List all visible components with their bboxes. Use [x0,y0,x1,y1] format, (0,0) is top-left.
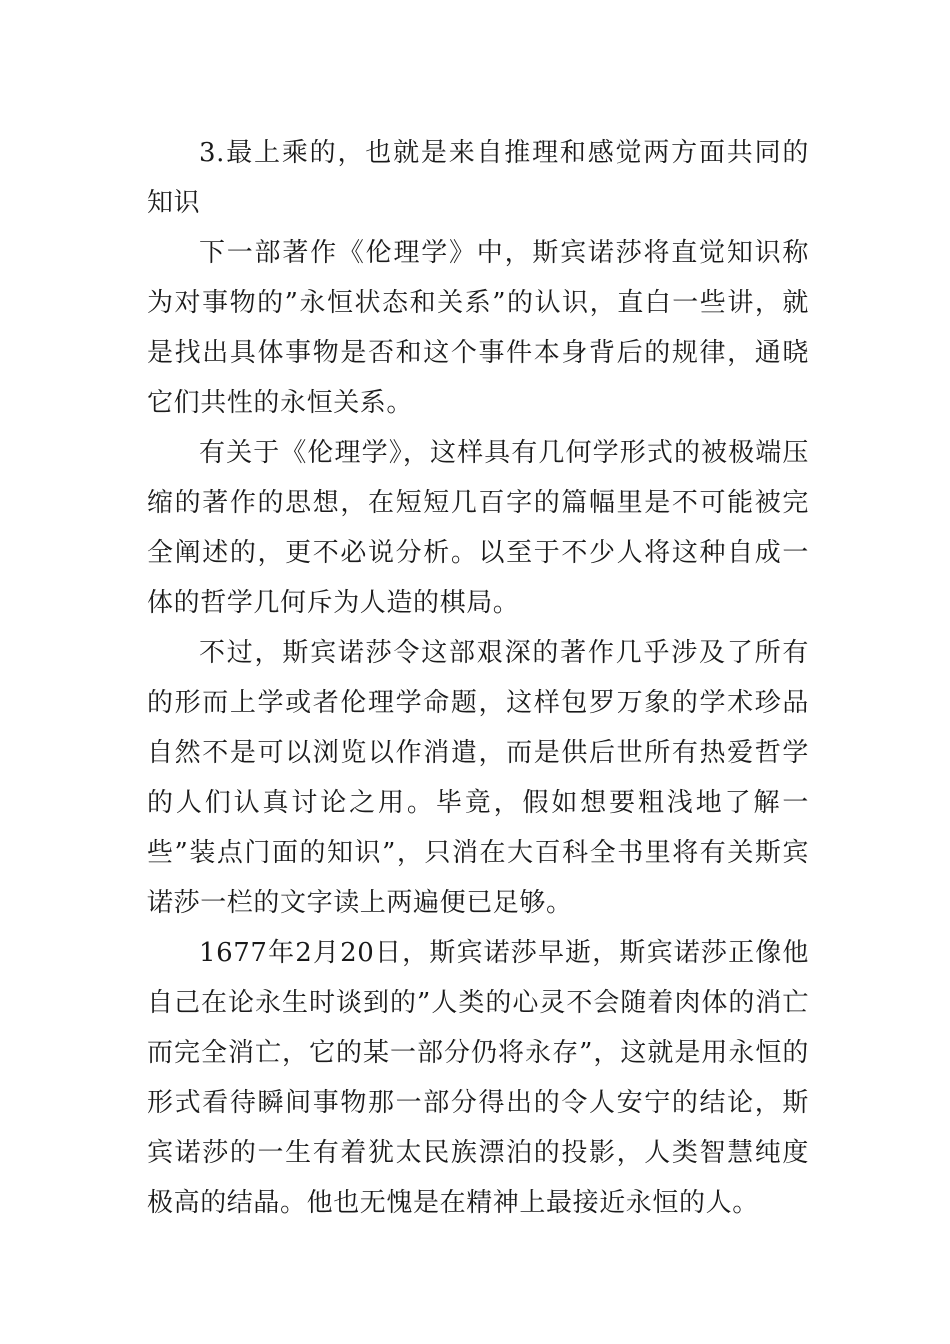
document-body [147,128,809,1228]
paragraph-ethics-intuition: 下一部著作《伦理学》中，斯宾诺莎将直觉知识称为对事物的”永恒状态和关系”的认识，直白一些讲，就是找出具体事物是否和这个事件本身背后的规律，通晓它们共性的永恒关系。 [147,238,809,418]
paragraph-spinoza-death: 1677年2月20日，斯宾诺莎早逝，斯宾诺莎正像他自己在论永生时谈到的”人类的心灵不会随着肉体的消亡而完全消亡，它的某一部分仍将永存”，这就是用永恒的形式看待瞬间事物那一部分得出的令人安宁的结论，斯宾诺莎的一生有着犹太民族漂泊的投影，人类智慧纯度极高的结晶。他也无愧是在精神上最接近永恒的人。 [147,938,809,1218]
paragraph-ethics-geometry: 有关于《伦理学》，这样具有几何学形式的被极端压缩的著作的思想，在短短几百字的篇幅里是不可能被完全阐述的，更不必说分析。以至于不少人将这种自成一体的哲学几何斥为人造的棋局。 [147,438,809,618]
paragraph-ethics-scope: 不过，斯宾诺莎令这部艰深的著作几乎涉及了所有的形而上学或者伦理学命题，这样包罗万象的学术珍品自然不是可以浏览以作消遣，而是供后世所有热爱哲学的人们认真讨论之用。毕竟，假如想要粗浅地了解一些”装点门面的知识”，只消在大百科全书里将有关斯宾诺莎一栏的文字读上两遍便已足够。 [147,638,809,918]
paragraph-knowledge-level-3: 3.最上乘的，也就是来自推理和感觉两方面共同的知识 [147,138,809,218]
